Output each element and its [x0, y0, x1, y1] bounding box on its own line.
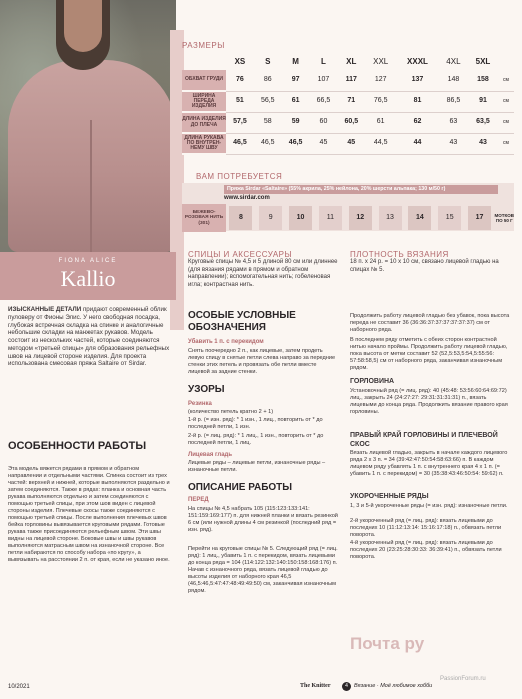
table-cell: 44 [396, 133, 439, 154]
gauge-header: ПЛОТНОСТЬ ВЯЗАНИЯ [350, 250, 449, 259]
model-photo [0, 0, 176, 252]
col3-paragraph-a: Продолжить работу лицевой гладью без убавок, пока высота переда не составит 36 (36:36:37:37:37:37:37:37) см от наборного ряда. [350, 313, 510, 333]
table-row [182, 133, 514, 154]
table-cell: 51 [226, 91, 254, 112]
size-col: XL [346, 57, 357, 67]
table-cell: 46,5 [226, 133, 254, 154]
row-label: ШИРИНА ПЕРЕДА ИЗДЕЛИЯ [182, 91, 226, 112]
skein-count: 15 [438, 206, 461, 230]
right-neck-title: ПРАВЫЙ КРАЙ ГОРЛОВИНЫ И ПЛЕЧЕВОЙ СКОС [350, 432, 498, 448]
symbols-subtitle: Убавить 1 п. с перекидом [188, 339, 264, 345]
table-cell: 66,5 [310, 91, 338, 112]
skein-count: 14 [408, 206, 431, 230]
unit-cell: см [498, 112, 514, 133]
table-cell: 46,5 [254, 133, 282, 154]
unit-cell: см [498, 91, 514, 112]
needles-header: СПИЦЫ И АКСЕССУАРЫ [188, 250, 293, 259]
row-label: ОБХВАТ ГРУДИ [182, 70, 226, 91]
intro-text: придают современный облик пуловеру от Фионы Элис. У него свободная посадка, глубокая встречная складка на спинке и аналогичные небольшие складки на манжетах рукавов. Модель состоит из нескольких частей, которые соединяются методом «третьей спицы» для образования рельефных швов на лицевой стороне изделия. Для проекта использована смесовая пряжа Saltaire от Sirdar. [8, 306, 170, 368]
table-cell: 45 [310, 133, 338, 154]
table-cell: 57,5 [226, 112, 254, 133]
symbols-text: Снять поочередно 2 п., как лицевые, затем продеть левую спицу в снятые петли слева направо за передние стенки этих петель и провязать обе петли вместе лицевой за задние стенки. [188, 348, 336, 375]
table-cell: 71 [337, 91, 365, 112]
skein-count: 12 [349, 206, 372, 230]
table-cell: 117 [337, 70, 365, 91]
skein-count: 9 [259, 206, 282, 230]
short-rows-1: 1, 3 и 5-й укороченные ряды (= изн. ряд): изнаночные петли. [350, 503, 508, 509]
table-cell: 60 [310, 112, 338, 133]
skein-count: 11 [319, 206, 342, 230]
watermark-url: PassionForum.ru [440, 676, 486, 682]
intro-paragraph [8, 306, 172, 368]
table-cell [256, 204, 286, 232]
magazine-tagline: Вязание · Моё любимое хобби [354, 683, 433, 689]
features-title: ОСОБЕННОСТИ РАБОТЫ [8, 440, 147, 452]
short-rows-3: 4-й укороченный ряд (= лиц. ряд): вязать лицевыми до последних 20 (23:25:28:30:33: 36:39:41) п., обвязать петли поворота. [350, 540, 502, 560]
table-cell: 61 [365, 112, 396, 133]
table-cell: 58 [254, 112, 282, 133]
table-cell: 45 [337, 133, 365, 154]
patterns-title: УЗОРЫ [188, 384, 225, 395]
table-row [182, 70, 514, 91]
table-cell [435, 204, 465, 232]
table-cell [286, 204, 316, 232]
skein-count: 10 [289, 206, 312, 230]
features-text: Эта модель вяжется рядами в прямом и обратном направлении и отдельными частями. Спинка состоит из трех частей: верхней и нижней, которые выполняются раздельно и затем соединяются. Также в рядах: планка и основная часть рукава выполняются отдельно и затем соединяются с помощью третьей спицы, при этом шов виден с лицевой стороны изделия. Плечевые скосы также соединяются с помощью третьей спицы. После выполнения плечевых швов бейка горловины вывязывается круговыми рядами. Готовые рукава также присоединяются рельефным швом. Эти швы видны на лицевой стороне. Боковые швы и швы рукавов выполняются матрасным швом на изнаночной стороне. Все петли набираются по способу набора «по кругу», а вывязывать на расстоянии 2 п. от края, если не указано иное. [8, 466, 170, 563]
short-rows-title: УКОРОЧЕННЫЕ РЯДЫ [350, 493, 429, 500]
color-label: БЕЖЕВО-РОЗОВАЯ НИТЬ (301) [182, 204, 226, 232]
front-text-2: Перейти на круговые спицы № 5. Следующий ряд (= лиц. ряд): 1 лиц., убавить 1 п. с перекидом, вязать лицевыми до конца ряда = 104 (114:122:132:140:150:158:168:176) п. Начав с изнаночного ряда, вязать лицевой гладью до высоты изделия от наборного края 46,5 (46,5:46,5:47:47:48:49:49:50) см, заканчивая изнаночным рядом. [188, 546, 338, 594]
yarn-description: Пряжа Sirdar «Saltaire» (55% акрила, 25% нейлона, 20% шерсти альпака; 130 м/50 г) [224, 185, 498, 194]
table-cell: 127 [365, 70, 396, 91]
front-title: ПЕРЕД [188, 497, 209, 503]
neckline-text: Установочный ряд (= лиц. ряд): 40 (45:48: 53:56:60:64:69:72) лиц., закрыть 24 (24:27:27: 29:31:31:31:31) п., вязать лицевыми до конца ряда. Продолжить вязание правого края горловины. [350, 388, 508, 415]
table-cell: 43 [439, 133, 468, 154]
page-date: 10/2021 [8, 684, 30, 690]
magazine-name: The Knitter [300, 683, 331, 689]
table-cell: 56,5 [254, 91, 282, 112]
sweater-image [8, 60, 176, 252]
page-badge: 4 [342, 682, 351, 691]
size-col: L [321, 57, 326, 67]
unit-cell: см [498, 133, 514, 154]
size-col: S [265, 57, 271, 67]
table-cell: 60,5 [337, 112, 365, 133]
skein-count: 8 [229, 206, 252, 230]
watermark-logo: Почта ру [350, 634, 425, 653]
size-col: 4XL [446, 57, 461, 67]
table-cell: 97 [282, 70, 310, 91]
skein-count: 17 [468, 206, 491, 230]
table-cell: 91 [468, 91, 498, 112]
table-row [182, 112, 514, 133]
table-cell [465, 204, 495, 232]
yarn-header: ВАМ ПОТРЕБУЕТСЯ [196, 172, 283, 181]
size-col: XXL [373, 57, 389, 67]
table-cell [226, 204, 256, 232]
table-cell: 76 [226, 70, 254, 91]
table-cell [345, 204, 375, 232]
table-cell: 107 [310, 70, 338, 91]
row-label: ДЛИНА РУКАВА ПО ВНУТРЕН-НЕМУ ШВУ [182, 133, 226, 154]
col3-paragraph-b: В последнем ряду отметить с обеих сторон контрастной нитью начало проймы. Продолжить работу лицевой гладью, пока высота от метки составит 52 (52,5:53,5:54,5:55:56: 57:58:58,5) см от наборного ряда, заканчивая изнаночным рядом. [350, 337, 508, 371]
sizes-table [182, 54, 514, 155]
table-cell: 81 [396, 91, 439, 112]
table-cell [405, 204, 435, 232]
gauge-text: 18 п. х 24 р. = 10 х 10 см, связано лицевой гладью на спицах № 5. [350, 259, 499, 273]
rib-title: Резинка [188, 401, 212, 407]
table-cell: 44,5 [365, 133, 396, 154]
size-col: M [292, 57, 299, 67]
table-cell: 46,5 [282, 133, 310, 154]
table-cell: 62 [396, 112, 439, 133]
table-row [182, 204, 514, 232]
model-face [64, 0, 102, 52]
table-row [182, 91, 514, 112]
stockinette-title: Лицевая гладь [188, 452, 233, 458]
table-cell: 43 [468, 133, 498, 154]
skein-count: 13 [379, 206, 402, 230]
table-cell: 137 [396, 70, 439, 91]
designer-name: FIONA ALICE [58, 258, 118, 264]
unit-cell [498, 54, 514, 70]
table-cell: 86 [254, 70, 282, 91]
intro-lead: ИЗЫСКАННЫЕ ДЕТАЛИ [8, 306, 82, 313]
symbols-title: ОСОБЫЕ УСЛОВНЫЕ ОБОЗНАЧЕНИЯ [188, 310, 296, 333]
table-cell: 63,5 [468, 112, 498, 133]
table-cell [375, 204, 405, 232]
table-cell: 86,5 [439, 91, 468, 112]
back-pleat [90, 120, 92, 252]
table-cell: 76,5 [365, 91, 396, 112]
table-cell: 59 [282, 112, 310, 133]
row-label: ДЛИНА ИЗДЕЛИЯ ДО ПЛЕЧА [182, 112, 226, 133]
table-cell [315, 204, 345, 232]
corner-cell [182, 54, 226, 70]
rib-row2: 2-й р. (= лиц. ряд): * 1 лиц., 1 изн., повторить от * до последней петли, 1 лиц. [188, 433, 324, 446]
front-text: На спицы № 4,5 набрать 105 (115:123:133:141: 151:159:169:177) п. для нижней планки и вязать резинкой 6 см (или нужной длины 4 см резинкой (последний ряд = изн. ряд). [188, 506, 338, 533]
right-neck-text: Вязать лицевой гладью, закрыть в начале каждого лицевого ряда 2 х 3 п. = 34 (39:42:47:50:54:58:63:66) п. В каждом лицевом ряду убавлять 1 п. с внутреннего края 4 х 1 п. (= убавить 1 п. с перекидом) = 30 (35:38:43:46:50:54: 59:62) п. [350, 450, 508, 477]
neckline-title: ГОРЛОВИНА [350, 378, 395, 385]
pattern-title: Kallio [60, 266, 116, 291]
table-cell: 148 [439, 70, 468, 91]
work-title: ОПИСАНИЕ РАБОТЫ [188, 482, 293, 493]
size-col: XS [234, 57, 246, 67]
size-col: XXXL [407, 57, 428, 67]
sizes-header: РАЗМЕРЫ [182, 41, 225, 50]
sizes-header-row [182, 54, 514, 70]
stockinette-text: Лицевые ряды – лицевые петли, изнаночные ряды – изнаночные петли. [188, 460, 326, 473]
unit-cell: МОТКОВ ПО 50 Г [494, 212, 514, 223]
rib-intro: (количество петель кратно 2 + 1) [188, 409, 274, 415]
size-col: 5XL [475, 57, 491, 67]
yarn-website: www.sirdar.com [224, 195, 270, 201]
table-cell: 61 [282, 91, 310, 112]
short-rows-2: 2-й укороченный ряд (= лиц. ряд): вязать лицевыми до последних 10 (11:12:13:14: 15:16:17:18) п., обвязать петли поворота. [350, 518, 502, 538]
table-cell: 63 [439, 112, 468, 133]
rib-row1: 1-й р. (= изн. ряд): * 1 изн., 1 лиц., повторить от * до последней петли, 1 изн. [188, 417, 323, 430]
unit-cell: см [498, 70, 514, 91]
needles-text: Круговые спицы № 4,5 и 5 длиной 80 см или длиннее (для вязания рядами в прямом и обратном направлении); вспомогательная нить; гобеленовая игла; контрастная нить. [188, 259, 338, 288]
yarn-amount-table [182, 204, 514, 232]
table-cell: 158 [468, 70, 498, 91]
